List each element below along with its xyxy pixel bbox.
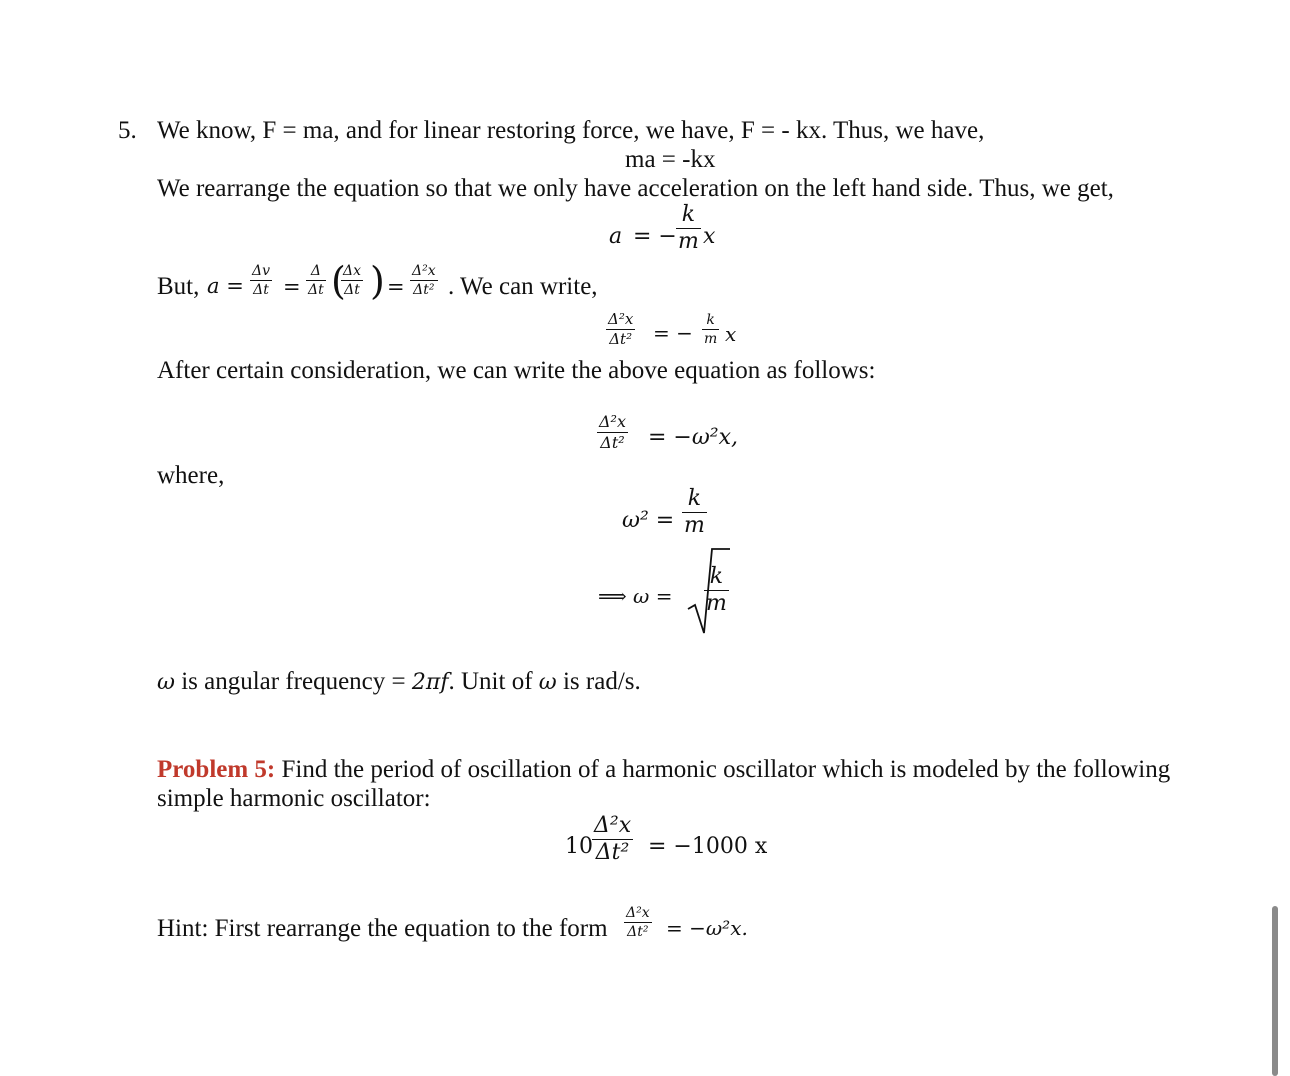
eq-w-lhs: ⟹ ω =: [598, 584, 673, 608]
eq-omega-rhs: = −ω²x,: [648, 425, 739, 450]
intro-line: We know, F = ma, and for linear restoring force, we have, F = - kx. Thus, we have,: [157, 117, 985, 144]
frac-num: k: [687, 486, 702, 511]
fraction-bar: [624, 922, 652, 923]
eq-p-frac: [592, 815, 633, 864]
item-number: 5.: [118, 117, 137, 144]
frac-num: Δ²x: [608, 310, 634, 328]
eq-w-frac: [704, 566, 729, 615]
problem-text-1: Find the period of oscillation of a harmonic oscillator which is modeled by the following: [275, 756, 1171, 783]
but-prefix: But,: [157, 273, 200, 300]
angular-text-1: is angular frequency =: [174, 668, 412, 695]
frac-num: k: [706, 312, 715, 328]
frac-den: Δt²: [627, 924, 649, 940]
frac-num: Δ²x: [594, 813, 632, 838]
rearrange-line: We rearrange the equation so that we only have acceleration on the left hand side. Thus, we get,: [157, 175, 1114, 202]
angular-text-3: is rad/s.: [556, 668, 641, 695]
frac-den: Δt: [308, 282, 324, 298]
equation-ma: ma = -kx: [625, 146, 716, 173]
paren-left: (: [331, 259, 346, 303]
omega-symbol-2: ω: [538, 670, 557, 695]
eq-w2-lhs: ω² =: [622, 508, 675, 533]
hint-text: Hint: First rearrange the equation to the form: [157, 915, 608, 942]
eq-a-num: k: [681, 202, 696, 227]
fraction-bar: [306, 280, 326, 281]
eq-p-rhs: = −1000 x: [648, 834, 768, 859]
but-frac-3: [341, 264, 363, 297]
vertical-scrollbar[interactable]: [1272, 906, 1278, 1076]
eq-a-equals: = −: [633, 224, 677, 249]
but-equals-2: =: [387, 275, 405, 299]
hint-rhs: = −ω²x.: [666, 916, 748, 940]
frac-den: m: [684, 513, 705, 538]
problem-label: Problem 5:: [157, 756, 276, 783]
eq-a-var: x: [703, 224, 716, 249]
frac-den: Δt²: [595, 840, 630, 865]
frac-num: Δx: [343, 263, 362, 279]
eq2-var: x: [725, 322, 737, 346]
but-a: a =: [207, 274, 244, 298]
two-pi-f: 2πf: [411, 670, 449, 695]
frac-den: m: [704, 331, 718, 347]
frac-num: Δ: [310, 263, 321, 279]
eq-a-den: m: [678, 229, 699, 254]
eq-omega-frac: [597, 414, 628, 451]
frac-num: Δ²x: [412, 263, 436, 279]
eq2-frac: [606, 312, 635, 347]
frac-den: m: [706, 591, 727, 616]
but-frac-4: [410, 264, 438, 297]
frac-den: Δt: [344, 282, 360, 298]
problem-statement-line-2: simple harmonic oscillator:: [157, 785, 431, 812]
eq2-equals: = −: [653, 321, 693, 345]
where-label: where,: [157, 462, 225, 489]
paren-right: ): [370, 259, 385, 303]
eq-a-lhs: a: [609, 224, 623, 249]
hint-frac: [624, 906, 652, 939]
fraction-bar: [250, 280, 272, 281]
frac-den: Δt²: [413, 282, 435, 298]
eq2-kfrac: [702, 313, 719, 346]
eq-a-fraction: [676, 204, 701, 253]
frac-num: Δ²x: [626, 905, 650, 921]
but-equals-1: =: [283, 275, 301, 299]
fraction-bar: [702, 329, 719, 330]
fraction-bar: [341, 280, 363, 281]
but-frac-1: [250, 264, 272, 297]
frac-den: Δt: [253, 282, 269, 298]
omega-symbol: ω: [157, 670, 175, 695]
frac-num: k: [709, 564, 724, 589]
angular-text-2: . Unit of: [448, 668, 539, 695]
after-line: After certain consideration, we can write the above equation as follows:: [157, 357, 876, 384]
but-frac-2: [306, 264, 326, 297]
eq-w2-frac: [682, 488, 707, 537]
angular-frequency-line: [157, 669, 641, 694]
frac-den: Δt²: [600, 433, 625, 452]
problem-statement-line-1: [157, 757, 1170, 782]
frac-den: Δt²: [609, 330, 633, 348]
eq-p-coef: 10: [565, 834, 593, 859]
frac-num: Δv: [252, 263, 271, 279]
frac-num: Δ²x: [599, 412, 626, 431]
but-suffix: . We can write,: [448, 273, 598, 300]
fraction-bar: [410, 280, 438, 281]
